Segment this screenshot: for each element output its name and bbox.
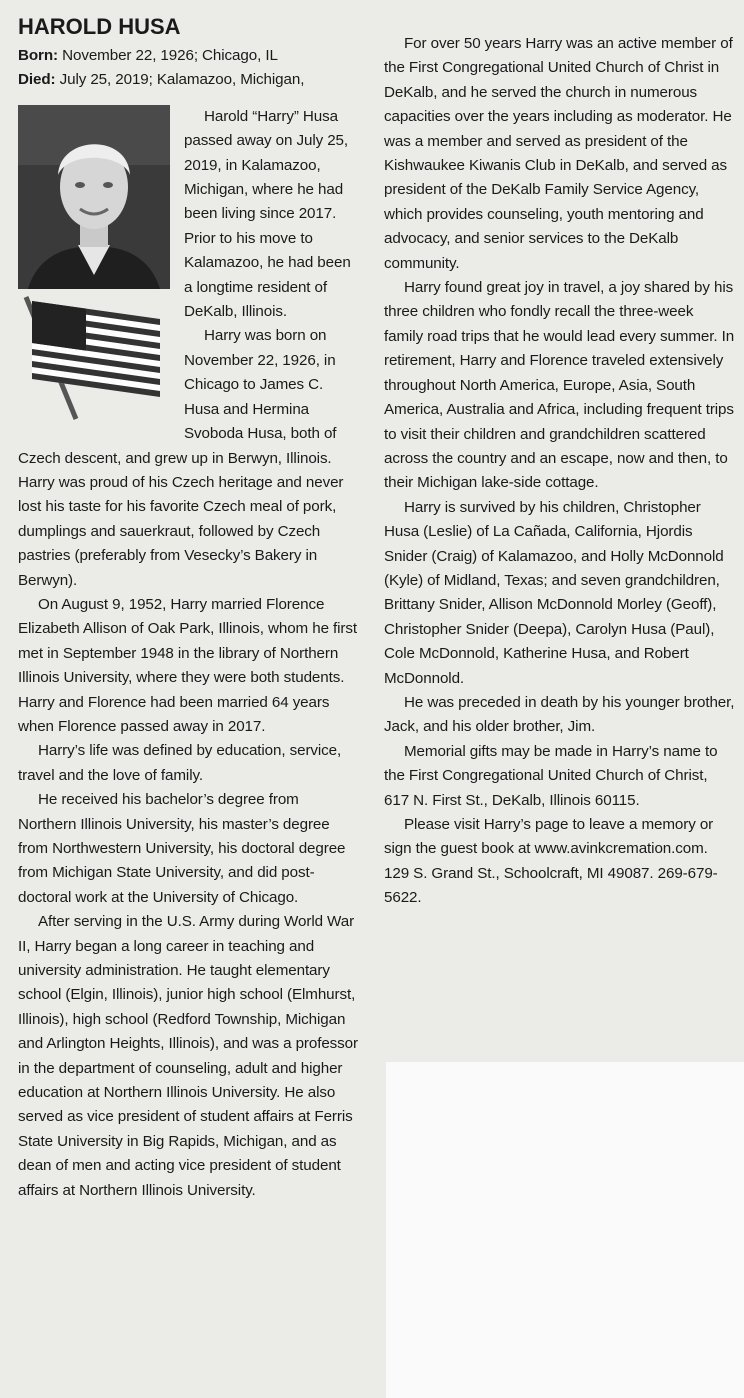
- paragraph: Harry found great joy in travel, a joy shared by his three children who fondly recall the three-week family road trips that he would lead every summer. In retirement, Harry and Florence traveled extensively throughout North America, Europe, Asia, South America, Australia and Africa, including frequent trips to visit their children and grandchildren scattered across the country and an escape, now and then, to their Michigan lake-side cottage.: [384, 279, 735, 492]
- paragraph: Harry was born on November 22, 1926, in Chicago to James C. Husa and Hermina Svoboda Husa, both of Czech descent, and grew up in Berwyn, Illinois. Harry was proud of his Czech heritage and never lost his taste for his favorite Czech meal of pork, dumplings and sauerkraut, followed by Czech pastries (preferably from Vesecky’s Bakery in Berwyn).: [18, 327, 344, 589]
- born-value: November 22, 1926; Chicago, IL: [62, 47, 278, 64]
- paragraph: Harry’s life was defined by education, service, travel and the love of family.: [18, 742, 342, 784]
- portrait-photo: [18, 105, 170, 291]
- right-column: [384, 32, 736, 911]
- born-label: Born:: [18, 47, 58, 64]
- paragraph: For over 50 years Harry was an active member of the First Congregational United Church of Christ in DeKalb, and he served the church in numerous capacities over the years including as moderator. He was a member and served as president of the Kishwaukee Kiwanis Club in DeKalb, and served as president of the DeKalb Family Service Agency, which provides counseling, youth mentoring and advocacy, and senior services to the DeKalb community.: [384, 35, 733, 272]
- born-line: [18, 44, 360, 68]
- paragraph: He received his bachelor’s degree from Northern Illinois University, his master’s degree from Northwestern University, his doctoral degree from Michigan State University, and did post-doctoral work at the University of Chicago.: [18, 791, 346, 906]
- american-flag-icon: [18, 293, 170, 433]
- died-line: [18, 68, 360, 92]
- paragraph: He was preceded in death by his younger brother, Jack, and his older brother, Jim.: [384, 693, 735, 736]
- died-label: Died:: [18, 71, 56, 89]
- paragraph: Memorial gifts may be made in Harry’s name to the First Congregational United Church of Christ, 617 N. First St., DeKalb, Illinois 60115.: [384, 742, 718, 809]
- paragraph: On August 9, 1952, Harry married Florence Elizabeth Allison of Oak Park, Illinois, whom he first met in September 1948 in the library of Northern Illinois University, where they were both students. Harry and Florence had been married 64 years when Florence passed away in 2017.: [18, 595, 357, 735]
- paragraph: Harold “Harry” Husa passed away on July 25, 2019, in Kalamazoo, Michigan, where he had been living since 2017. Prior to his move to Kalamazoo, he had been a longtime resident of DeKalb, Illinois.: [184, 107, 351, 321]
- died-value: July 25, 2019; Kalamazoo, Michigan,: [59, 71, 305, 89]
- paragraph: Please visit Harry’s page to leave a memory or sign the guest book at www.avinkcremation.com. 129 S. Grand St., Schoolcraft, MI 49087. 269-679-5622.: [384, 816, 718, 907]
- paragraph: After serving in the U.S. Army during World War II, Harry began a long career in teaching and university administration. He taught elementary school (Elgin, Illinois), junior high school (Elmhurst, Illinois), high school (Redford Township, Michigan and Arlington Heights, Illinois), and was a professor in the department of counseling, adult and higher education at Northern Illinois University. He also served as vice president of student affairs at Ferris State University in Big Rapids, Michigan, and as dean of men and acting vice president of student affairs at Northern Illinois University.: [18, 913, 358, 1199]
- paragraph: Harry is survived by his children, Christopher Husa (Leslie) of La Cañada, California, Hjordis Snider (Craig) of Kalamazoo, and Holly McDonnold (Kyle) of Midland, Texas; and seven grandchildren, Brittany Snider, Allison McDonnold Morley (Geoff), Christopher Snider (Deepa), Carolyn Husa (Paul), Cole McDonnold, Katherine Husa, and Robert McDonnold.: [384, 498, 724, 687]
- left-column: [18, 8, 360, 1203]
- obituary-name: HAROLD HUSA: [18, 14, 181, 39]
